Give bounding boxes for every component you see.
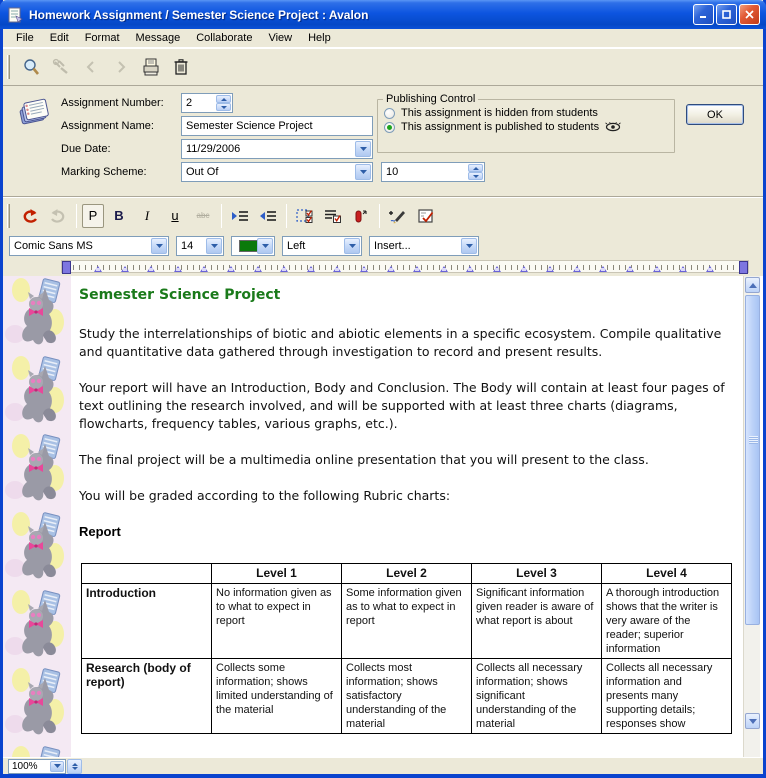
tools-icon[interactable] [47,53,75,81]
app-icon [6,6,24,24]
marking-value: 10 [386,166,399,178]
ruler[interactable] [3,258,763,276]
main-toolbar [3,48,763,85]
eye-icon [605,122,621,132]
insert-value: Insert... [374,240,411,252]
table-row [82,659,732,734]
stationery-cat-illustration [3,432,71,510]
zoom-level-select[interactable] [8,759,66,774]
font-name-value: Comic Sans MS [14,240,93,252]
menu-message[interactable]: Message [135,32,181,44]
menu-view[interactable]: View [268,32,293,44]
published-radio[interactable] [384,122,395,133]
back-icon[interactable] [77,53,105,81]
font-toolbar [3,234,763,258]
assignment-form [3,85,763,196]
report-heading: Report [79,524,121,539]
menu-collaborate[interactable]: Collaborate [196,32,253,44]
scroll-down-icon[interactable] [745,713,760,729]
font-size-select[interactable] [176,236,224,256]
minimize-button[interactable] [693,4,714,25]
chevron-down-icon[interactable] [461,238,477,254]
left-margin-marker[interactable] [62,261,71,274]
due-date-value: 11/29/2006 [186,143,241,155]
document-paragraph: You will be graded according to the following Rubric charts: [79,488,451,503]
header-cell: Level 2 [342,564,472,584]
publishing-control-legend: Publishing Control [386,93,476,105]
toolbar-grip[interactable] [7,204,10,228]
spellcheck-icon[interactable] [413,204,439,228]
chevron-down-icon[interactable] [151,238,167,254]
font-name-select[interactable] [9,236,169,256]
ok-button[interactable]: OK [686,104,744,125]
marking-scheme-label: Marking Scheme: [61,166,147,178]
chevron-down-icon[interactable] [257,238,273,254]
strike-button[interactable]: abc [196,211,210,220]
scrollbar-thumb[interactable] [745,295,760,625]
format-toolbar [3,196,763,234]
record-object-icon[interactable] [348,204,374,228]
paragraph-button[interactable]: P [82,204,104,228]
delete-icon[interactable] [167,53,195,81]
outdent-icon[interactable] [255,204,281,228]
zoom-level-value: 100% [12,760,38,772]
stationery-cat-illustration [3,744,71,757]
number-down-icon[interactable] [216,103,231,111]
table-cell: Collects some information; shows limited understanding of the material [212,659,342,734]
marking-scheme-select[interactable] [181,162,373,182]
chevron-down-icon[interactable] [206,238,222,254]
alignment-select[interactable] [282,236,362,256]
publishing-control-group [377,93,675,153]
title-bar [0,0,766,29]
chevron-down-icon[interactable] [50,761,64,772]
insert-select[interactable] [369,236,479,256]
marking-scheme-value: Out Of [186,166,219,178]
table-cell: Collects most information; shows satisfactory understanding of the material [342,659,472,734]
table-cell: Some information given as to what to expect in report [342,584,472,659]
chevron-down-icon[interactable] [355,141,371,157]
table-cell: Collects all necessary information and presents many supporting details; responses show [602,659,732,734]
print-icon[interactable] [137,53,165,81]
add-annotation-icon[interactable] [385,204,411,228]
table-cell: A thorough introduction shows that the writer is very aware of the reader; superior information [602,584,732,659]
document-heading: Semester Science Project [79,287,281,303]
stationery-cat-illustration [3,354,71,432]
document-editor[interactable] [3,276,763,757]
document-paragraph: The final project will be a multimedia online presentation that you will present to the class. [79,452,649,467]
menu-edit[interactable]: Edit [49,32,69,44]
forward-icon[interactable] [107,53,135,81]
document-paragraph: Your report will have an Introduction, Body and Conclusion. The Body will contain at least four pages of text outlining the research involved, and will be supported with at least three charts (diagrams, flowcharts, frequency tables, various graphs, etc.). [79,380,725,431]
font-size-value: 14 [181,240,194,252]
chevron-down-icon[interactable] [355,164,371,180]
table-cell: Collects all necessary information; shows significant understanding of the material [472,659,602,734]
rubric-table [81,563,732,734]
menu-format[interactable]: Format [84,32,120,44]
table-row [82,584,732,659]
right-margin-marker[interactable] [739,261,748,274]
redo-icon[interactable] [45,204,71,228]
menu-file[interactable]: File [16,32,34,44]
vertical-scrollbar[interactable] [743,276,760,757]
header-cell [82,564,212,584]
assignment-number-label: Assignment Number: [61,97,164,109]
maximize-button[interactable] [716,4,737,25]
window-title: Homework Assignment / Semester Science Project : Avalon [29,7,369,22]
due-date-label: Due Date: [61,143,111,155]
font-color-select[interactable] [231,236,275,256]
scroll-up-icon[interactable] [745,277,760,293]
value-up-icon[interactable] [468,164,483,172]
header-cell: Level 1 [212,564,342,584]
zoom-icon[interactable] [17,53,45,81]
published-radio-label: This assignment is published to students [401,121,600,133]
assignment-number-stepper[interactable] [181,93,233,113]
header-cell: Level 4 [602,564,732,584]
assignment-name-value: Semester Science Project [186,120,313,132]
header-cell: Level 3 [472,564,602,584]
toolbar-grip[interactable] [7,55,10,79]
stationery-cat-illustration [3,666,71,744]
number-up-icon[interactable] [216,95,231,103]
close-button[interactable] [739,4,760,25]
underline-button[interactable]: u [171,208,179,223]
hidden-radio[interactable] [384,108,395,119]
table-cell: Significant information given reader is aware of what report is about [472,584,602,659]
criterion-cell: Research (body of report) [82,659,212,734]
due-date-select[interactable] [181,139,373,159]
stationery-border [3,276,71,757]
table-cell: No information given as to what to expect in report [212,584,342,659]
status-bar [3,757,763,774]
undo-icon[interactable] [17,204,43,228]
hidden-radio-label: This assignment is hidden from students [401,107,598,119]
document-paragraph: Study the interrelationships of biotic and abiotic elements in a specific ecosystem. Compile qualitative and quantitative data gathered through investigation to record and present results. [79,326,722,359]
stationery-cat-illustration [3,276,71,354]
italic-button[interactable]: I [144,207,150,223]
zoom-stepper[interactable] [67,759,82,774]
assignment-name-field[interactable] [181,116,373,136]
menu-bar [3,29,763,48]
alignment-value: Left [287,240,306,252]
assignment-icon [17,94,51,128]
document-content[interactable] [71,276,743,757]
stationery-cat-illustration [3,510,71,588]
select-checklist-icon[interactable] [292,204,318,228]
stationery-cat-illustration [3,588,71,666]
criterion-cell: Introduction [82,584,212,659]
indent-icon[interactable] [227,204,253,228]
assignment-name-label: Assignment Name: [61,120,154,132]
menu-help[interactable]: Help [308,32,331,44]
value-down-icon[interactable] [468,172,483,180]
chevron-down-icon[interactable] [344,238,360,254]
table-header-row [82,564,732,584]
assignment-number-value: 2 [186,97,193,109]
marking-value-stepper[interactable] [381,162,485,182]
bold-button[interactable]: B [114,208,124,223]
list-check-icon[interactable] [320,204,346,228]
